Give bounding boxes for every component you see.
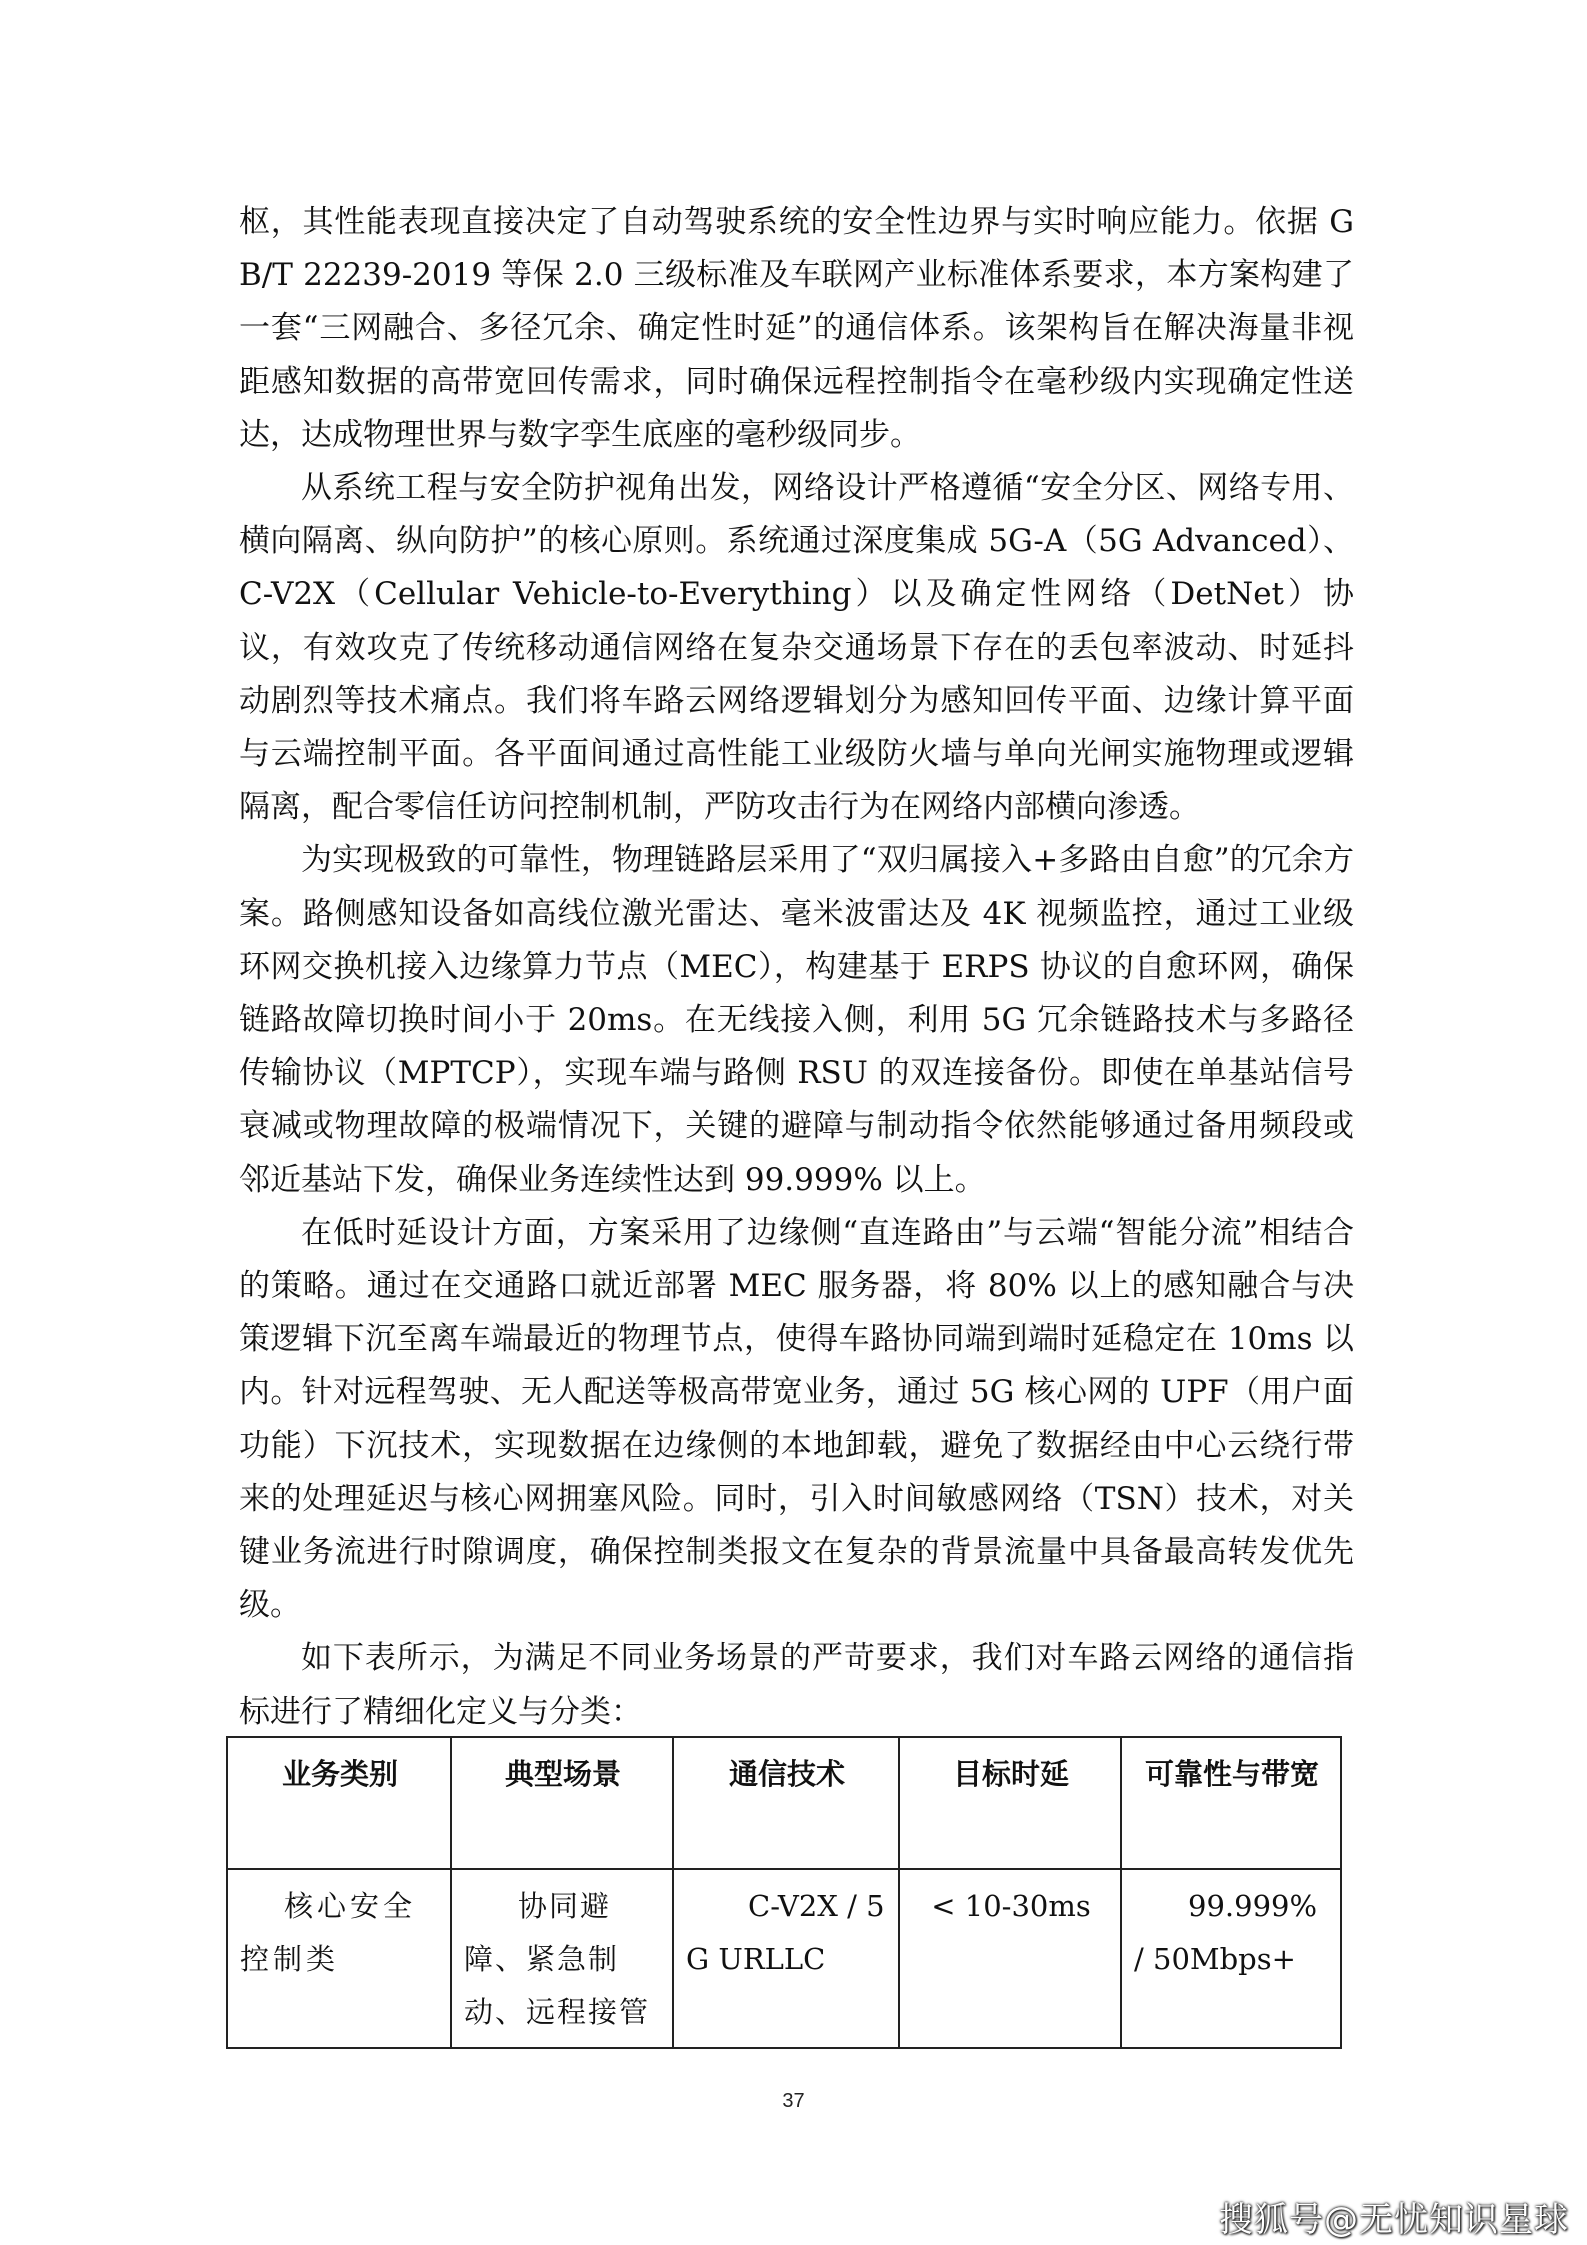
paragraph-1: 枢，其性能表现直接决定了自动驾驶系统的安全性边界与实时响应能力。依据 GB/T 22239-2019 等保 2.0 三级标准及车联网产业标准体系要求，本方案构建了一套“三网融合、多径冗余、确定性时延”的通信体系。该架构旨在解决海量非视距感知数据的高带宽回传需求，同时确保远程控制指令在毫秒级内实现确定性送达，达成物理世界与数字孪生底座的毫秒级同步。 [239, 204, 1354, 453]
header-reliability: 可靠性与带宽 [1121, 1737, 1341, 1869]
page-number: 37 [782, 2090, 805, 2112]
table-row [227, 1869, 1341, 2048]
paragraph-5: 如下表所示，为满足不同业务场景的严苛要求，我们对车路云网络的通信指标进行了精细化定义与分类： [239, 1640, 1354, 1730]
header-category: 业务类别 [227, 1737, 451, 1869]
watermark: 搜狐号@无忧知识星球 [1219, 2200, 1569, 2240]
table-header-row [227, 1737, 1341, 1869]
cell-category: 核心安全控制类 [227, 1869, 451, 2048]
cell-latency: < 10-30ms [899, 1869, 1121, 2048]
metrics-table [226, 1736, 1342, 2049]
header-latency: 目标时延 [899, 1737, 1121, 1869]
paragraph-3: 为实现极致的可靠性，物理链路层采用了“双归属接入+多路由自愈”的冗余方案。路侧感知设备如高线位激光雷达、毫米波雷达及 4K 视频监控，通过工业级环网交换机接入边缘算力节点（MEC），构建基于 ERPS 协议的自愈环网，确保链路故障切换时间小于 20ms。在无线接入侧，利用 5G 冗余链路技术与多路径传输协议（MPTCP），实现车端与路侧 RSU 的双连接备份。即使在单基站信号衰减或物理故障的极端情况下，关键的避障与制动指令依然能够通过备用频段或邻近基站下发，确保业务连续性达到 99.999% 以上。 [239, 842, 1354, 1198]
header-technology: 通信技术 [673, 1737, 899, 1869]
header-scenario: 典型场景 [451, 1737, 673, 1869]
body-text [239, 196, 1354, 1739]
cell-reliability: 99.999% / 50Mbps+ [1121, 1869, 1341, 2048]
cell-technology: C-V2X / 5G URLLC [673, 1869, 899, 2048]
paragraph-4: 在低时延设计方面，方案采用了边缘侧“直连路由”与云端“智能分流”相结合的策略。通过在交通路口就近部署 MEC 服务器，将 80% 以上的感知融合与决策逻辑下沉至离车端最近的物理节点，使得车路协同端到端时延稳定在 10ms 以内。针对远程驾驶、无人配送等极高带宽业务，通过 5G 核心网的 UPF（用户面功能）下沉技术，实现数据在边缘侧的本地卸载，避免了数据经由中心云绕行带来的处理延迟与核心网拥塞风险。同时，引入时间敏感网络（TSN）技术，对关键业务流进行时隙调度，确保控制类报文在复杂的背景流量中具备最高转发优先级。 [239, 1214, 1354, 1624]
paragraph-2: 从系统工程与安全防护视角出发，网络设计严格遵循“安全分区、网络专用、横向隔离、纵向防护”的核心原则。系统通过深度集成 5G-A（5G Advanced）、C-V2X（Cellular Vehicle-to-Everything）以及确定性网络（DetNet）协议，有效攻克了传统移动通信网络在复杂交通场景下存在的丢包率波动、时延抖动剧烈等技术痛点。我们将车路云网络逻辑划分为感知回传平面、边缘计算平面与云端控制平面。各平面间通过高性能工业级防火墙与单向光闸实施物理或逻辑隔离，配合零信任访问控制机制，严防攻击行为在网络内部横向渗透。 [239, 470, 1354, 826]
cell-scenario: 协同避障、紧急制动、远程接管 [451, 1869, 673, 2048]
